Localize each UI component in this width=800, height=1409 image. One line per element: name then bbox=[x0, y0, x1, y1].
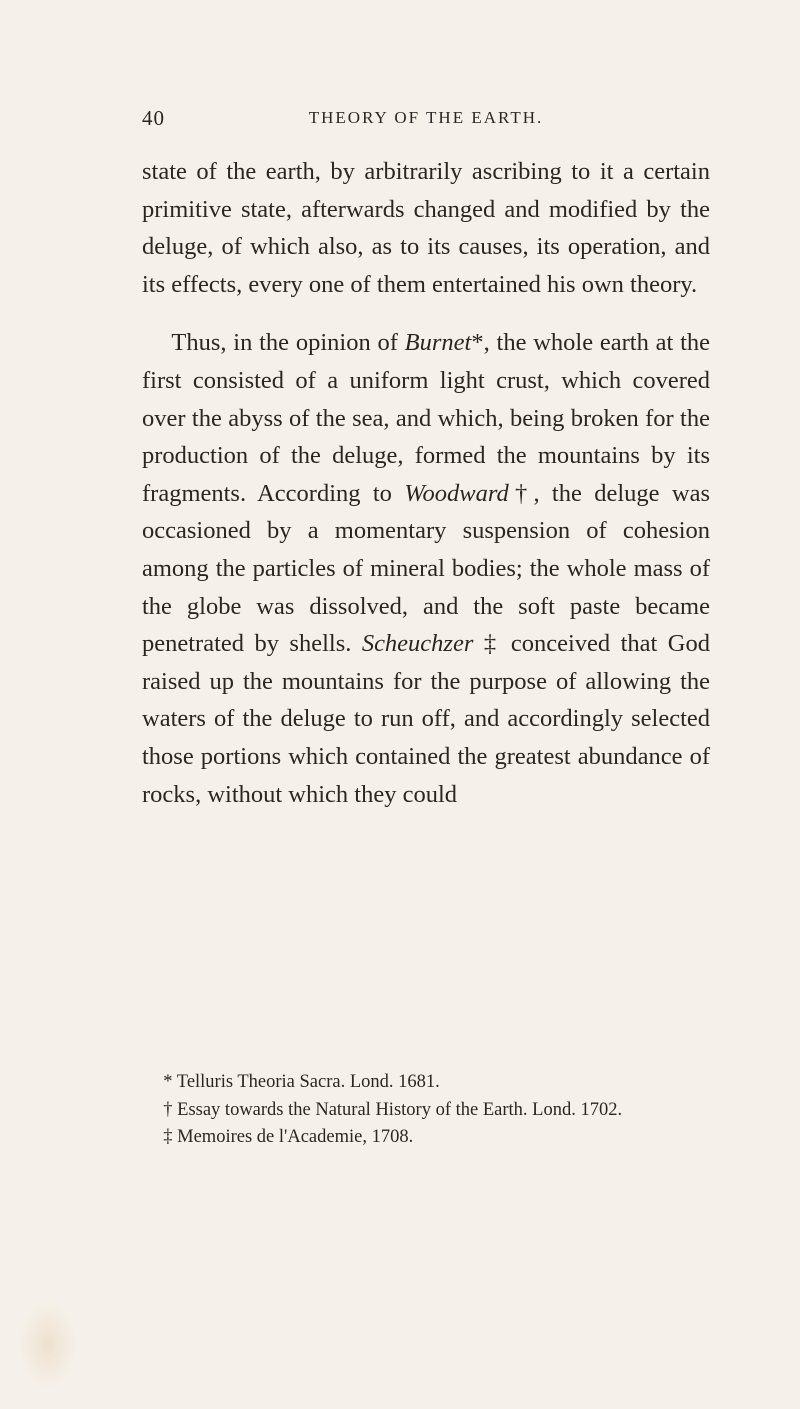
footnotes bbox=[142, 1069, 710, 1152]
paragraph-2-text-4: conceived that God raised up the mountains for the purpose of allowing the waters of the deluge to run off, and accordingly selected those portions which contained the greatest abundance of rocks, without which they could bbox=[142, 630, 711, 808]
paragraph-1: state of the earth, by arbitrarily ascribing to it a certain primitive state, afterwards changed and modified by the deluge, of which also, as to its causes, its operation, and its effects, every one of them entertained his own theory. bbox=[142, 158, 710, 298]
name-scheuchzer: Scheuchzer bbox=[361, 630, 474, 658]
paper-stain bbox=[18, 1300, 78, 1390]
paragraph-2-text-2: , the whole earth at the first consisted of a uniform light crust, which covered over the abyss of the sea, and which, being broken for the production of the deluge, formed the mountains by its fragments. According to bbox=[142, 329, 710, 507]
page-header bbox=[142, 106, 710, 136]
paragraph-2-text-1: Thus, in the opinion of bbox=[171, 329, 405, 357]
body-text bbox=[142, 153, 710, 813]
name-woodward: Woodward bbox=[404, 479, 509, 507]
paragraph-2-text-3: , the deluge was occasioned by a momentary suspension of cohesion among the particles of mineral bodies; the whole mass of the globe was dissolved, and the soft paste became penetrated by shells. bbox=[142, 479, 711, 658]
running-head: THEORY OF THE EARTH. bbox=[308, 108, 544, 127]
footnote-1: * Telluris Theoria Sacra. Lond. 1681. bbox=[163, 1072, 440, 1092]
name-burnet: Burnet bbox=[404, 329, 472, 357]
paragraph-2 bbox=[142, 324, 710, 813]
footnote-mark-1: * bbox=[471, 329, 484, 357]
footnote-mark-3: ‡ bbox=[473, 630, 501, 658]
footnote-3: ‡ Memoires de l'Academie, 1708. bbox=[163, 1127, 414, 1147]
page-number: 40 bbox=[142, 106, 165, 130]
footnote-mark-2: † bbox=[508, 479, 534, 507]
footnote-2: † Essay towards the Natural History of the Earth. Lond. 1702. bbox=[163, 1099, 623, 1120]
